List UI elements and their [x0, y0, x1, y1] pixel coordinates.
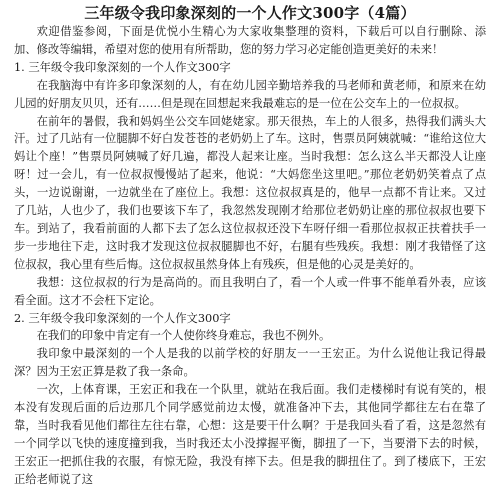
document-title: 三年级令我印象深刻的一个人作文300字（4篇）: [84, 4, 416, 22]
document-body: [14, 23, 486, 489]
paragraph: 在前年的暑假，我和妈妈坐公交车回姥姥家。那天很热，车上的人很多，热得我们满头大汗。过了几站有一位腿脚不好白发苍苍的老奶奶上了车。这时，售票员阿姨就喊：“谁给这位大妈让个座！”售票员阿姨喊了好几遍，都没人起来让座。当时我想：怎么这么半天都没人让座呀！过一会儿，有一位叔叔慢慢站了起来，他说：“大妈您坐这里吧。”那位老奶奶笑着点了点头，一边说谢谢，一边就坐在了座位上。我想：这位叔叔真是的，他早一点都不肯让来。又过了几站，人也少了，我们也要该下车了，我忽然发现刚才给那位老奶奶让座的那位叔叔也要下车。到站了，我看前面的人都下去了怎么这位叔叔还没下车呀仔细一看那位叔叔正扶着扶手一步一步地往下走，这时我才发现这位叔叔腿脚也不好，右腿有些残疾。我想：刚才我错怪了这位叔叔，我心里有些后悔。这位叔叔虽然身体上有残疾，但是他的心灵是美好的。: [14, 114, 486, 271]
paragraph: 欢迎借鉴参阅，下面是优悦小生精心为大家收集整理的资料，下载后可以自行删除、添加、修改等编辑，希望对您的使用有所帮助，您的努力学习必定能创造更美好的未来！: [14, 25, 486, 56]
section-heading: 1. 三年级令我印象深刻的一个人作文300字: [14, 60, 231, 74]
paragraph: 我印象中最深刻的一个人是我的以前学校的好朋友一一王宏正。为什么说他让我记得最深？因为王宏正算是救了我一条命。: [14, 347, 486, 379]
paragraph: 在我脑海中有许多印象深刻的人，有在幼儿园辛勤培养我的马老师和黄老师，和原来在幼儿园的好朋友贝贝，还有……但是现在回想起来我最难忘的是一位在公交车上的一位叔叔。: [14, 78, 486, 110]
paragraph: 我想：这位叔叔的行为是高尚的。而且我明白了，看一个人或一件事不能单看外表，应该看全面。这才不会枉下定论。: [14, 275, 486, 307]
section-heading: 2. 三年级令我印象深刻的一个人作文300字: [14, 311, 231, 325]
paragraph: 一次，上体育课，王宏正和我在一个队里，就站在我后面。我们走楼梯时有说有笑的，根本没有发现后面的后边那几个同学感觉前边太慢，就准备冲下去，其他同学都往左右在靠了靠，当时我看见他们都往左往右靠，心想：这是要干什么啊？于是我回头看了看，这是忽然有一个同学以飞快的速度撞到我，当时我还太小没撑握平衡，脚扭了一下，当要滑下去的时候，王宏正一把抓住我的衣服，有惊无险，我没有摔下去。但是我的脚扭住了。到了楼底下，王宏正给老师说了这: [14, 383, 486, 486]
paragraph: 在我们的印象中肯定有一个人使你终身难忘，我也不例外。: [36, 329, 331, 343]
